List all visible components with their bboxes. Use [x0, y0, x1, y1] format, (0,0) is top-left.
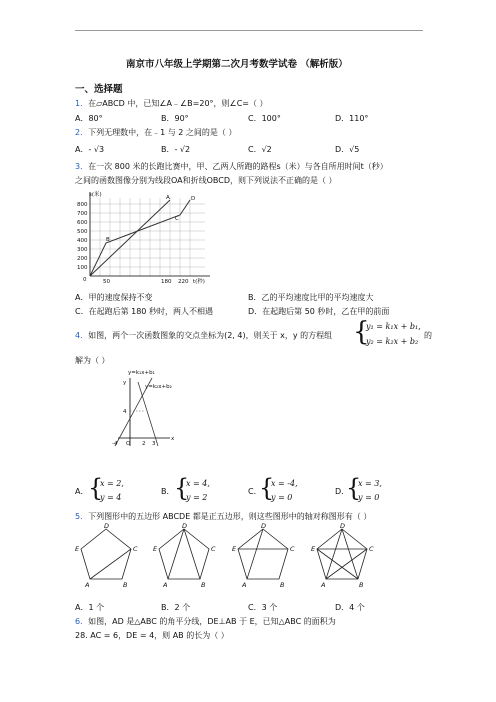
svg-text:700: 700: [77, 211, 88, 217]
q4-option-a-brace: {: [88, 474, 104, 502]
q3-option-b: B．乙的平均速度比甲的平均速度大: [248, 293, 374, 302]
q1-option-b: B．90°: [161, 114, 189, 123]
svg-text:600: 600: [77, 220, 88, 226]
svg-text:500: 500: [77, 229, 88, 235]
q5-option-b: B．2 个: [161, 603, 191, 612]
q4-option-c-x: x = -4,: [271, 479, 298, 488]
q4-option-b-y: y = 2: [186, 493, 208, 502]
q2-option-c: C．√2: [248, 145, 272, 154]
svg-text:C: C: [175, 216, 179, 222]
svg-text:2: 2: [142, 441, 146, 447]
svg-text:D: D: [182, 523, 188, 530]
svg-text:A: A: [242, 581, 247, 589]
svg-text:t(秒): t(秒): [193, 279, 205, 285]
svg-text:s(米): s(米): [89, 192, 102, 198]
q6-stem-line2: 28. AC = 6，DE = 4，则 AB 的长为（ ）: [75, 631, 229, 640]
q3-option-a: A．甲的速度保持不变: [75, 293, 153, 302]
q3-stem-line2: 之间的函数图像分别为线段OA和折线OBCD，则下列说法不正确的是（ ）: [75, 176, 337, 185]
svg-text:B: B: [123, 581, 128, 589]
svg-text:A: A: [85, 581, 90, 589]
q4-system-eq1: y₁ = k₁x + b₁,: [366, 322, 421, 331]
q6-stem: 6．如图，AD 是△ABC 的角平分线，DE⊥AB 于 E，已知△ABC 的面积为: [75, 617, 336, 626]
svg-text:y=k₂x+b₂: y=k₂x+b₂: [145, 384, 172, 390]
q5-pentagons: [75, 523, 395, 595]
q4-option-a-x: x = 2,: [100, 479, 124, 488]
q4-option-d-brace: {: [346, 474, 362, 502]
svg-text:-4: -4: [112, 441, 118, 447]
svg-text:3: 3: [152, 441, 156, 447]
svg-text:B: B: [201, 581, 206, 589]
svg-text:B: B: [106, 237, 110, 243]
q5-option-d: D．4 个: [335, 603, 365, 612]
q5-option-a: A．1 个: [75, 603, 105, 612]
svg-text:100: 100: [77, 265, 88, 271]
line-k2: [138, 382, 158, 446]
q5-option-c: C．3 个: [248, 603, 278, 612]
svg-text:50: 50: [103, 279, 110, 285]
q4-option-c-label: C．: [248, 487, 262, 496]
svg-text:E: E: [311, 545, 316, 553]
svg-text:E: E: [75, 545, 80, 553]
svg-text:y: y: [123, 380, 127, 386]
svg-text:B: B: [280, 581, 285, 589]
page-title: 南京市八年级上学期第二次月考数学试卷 （解析版）: [126, 59, 348, 70]
q4-option-a-y: y = 4: [100, 493, 122, 502]
svg-text:4: 4: [123, 409, 127, 415]
q4-graph: [110, 368, 180, 450]
q2-option-a: A．- √3: [75, 145, 105, 154]
svg-text:E: E: [232, 545, 237, 553]
q4-option-b-x: x = 4,: [186, 479, 210, 488]
q4-system-brace: {: [353, 317, 370, 347]
q4-option-b-label: B．: [161, 487, 175, 496]
svg-text:D: D: [104, 523, 110, 530]
svg-text:0: 0: [83, 277, 87, 283]
svg-text:D: D: [340, 523, 346, 530]
svg-text:A: A: [321, 581, 326, 589]
q1-option-a: A．80°: [75, 114, 103, 123]
svg-text:C: C: [369, 545, 374, 553]
svg-text:y=k₁x+b₁: y=k₁x+b₁: [128, 370, 155, 376]
svg-text:220: 220: [178, 279, 189, 285]
svg-text:B: B: [359, 581, 364, 589]
header-rule: [75, 30, 423, 31]
q3-option-d: D．在起跑后第 50 秒时，乙在甲的前面: [248, 307, 390, 316]
q4-option-d-y: y = 0: [358, 493, 380, 502]
q4-stem: 4．如图，两个一次函数图象的交点坐标为(2, 4)，则关于 x，y 的方程组: [75, 331, 333, 340]
q5-stem: 5．下列图形中的五边形 ABCDE 都是正五边形，则这些图形中的轴对称图形有（ ）: [75, 512, 372, 521]
q4-option-a-label: A．: [75, 487, 89, 496]
svg-text:E: E: [153, 545, 158, 553]
q4-stem-line2: 解为（ ）: [75, 356, 110, 365]
q2-stem: 2．下列无理数中，在﹣1 与 2 之间的是（ ）: [75, 128, 237, 137]
svg-text:180: 180: [161, 279, 172, 285]
svg-text:800: 800: [77, 202, 88, 208]
q4-option-c-y: y = 0: [271, 493, 293, 502]
q4-option-b-brace: {: [174, 474, 190, 502]
svg-text:x: x: [171, 436, 175, 442]
q3-stem-line1: 3．在一次 800 米的长跑比赛中，甲、乙两人所跑的路程s（米）与各自所用时间t（秒）: [75, 162, 388, 171]
svg-text:300: 300: [77, 247, 88, 253]
svg-text:200: 200: [77, 256, 88, 262]
svg-text:D: D: [261, 523, 267, 530]
svg-text:D: D: [191, 196, 196, 202]
svg-text:A: A: [163, 581, 168, 589]
q2-option-b: B．- √2: [161, 145, 191, 154]
q4-option-d-x: x = 3,: [358, 479, 382, 488]
svg-text:C: C: [290, 545, 295, 553]
svg-text:C: C: [133, 545, 138, 553]
q3-option-c: C．在起跑后第 180 秒时，两人不相遇: [75, 307, 213, 316]
q4-stem-tail: 的: [424, 331, 432, 340]
q1-option-d: D．110°: [335, 114, 369, 123]
q4-option-d-label: D．: [335, 487, 350, 496]
q1-stem: 1．在▱ABCD 中，已知∠A﹣∠B=20°，则∠C=（ ）: [75, 99, 268, 108]
svg-text:400: 400: [77, 238, 88, 244]
q3-graph: [75, 188, 225, 288]
q1-option-c: C．100°: [248, 114, 281, 123]
svg-text:C: C: [211, 545, 216, 553]
q2-option-d: D．√5: [335, 145, 360, 154]
q4-system-eq2: y₂ = k₂x + b₂: [366, 337, 419, 346]
svg-text:A: A: [166, 195, 170, 201]
q4-option-c-brace: {: [259, 474, 275, 502]
section-heading: 一、选择题: [75, 84, 123, 95]
svg-text:O: O: [126, 441, 131, 447]
